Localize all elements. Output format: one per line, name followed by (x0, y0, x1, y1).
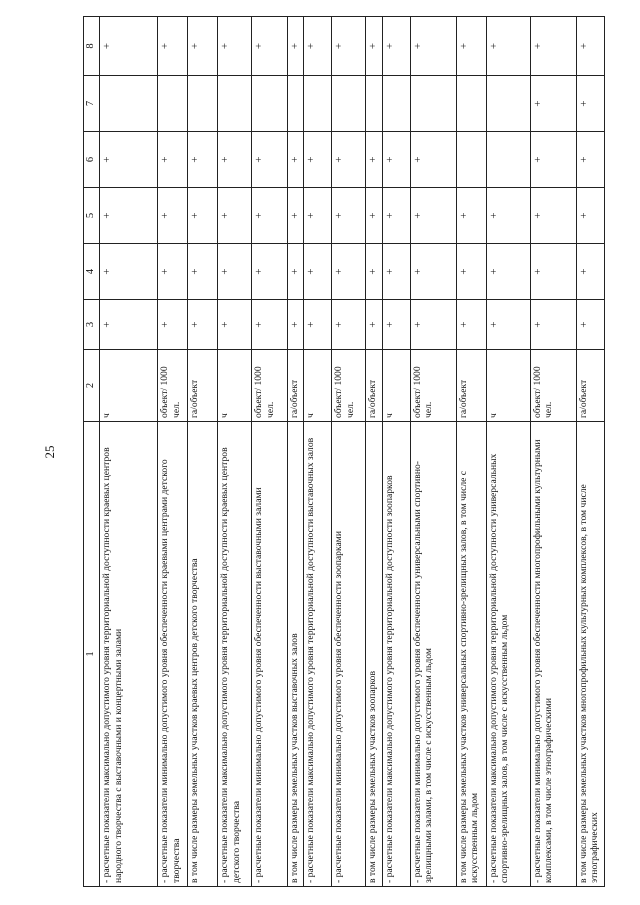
cell-mark: + (332, 17, 366, 76)
table-row (456, 17, 486, 887)
row-unit: ч (304, 350, 332, 422)
cell-mark: + (332, 300, 366, 350)
row-label: в том числе размеры земельных участков многопрофильных культурных комплексов, в том числе этнографических (576, 422, 604, 887)
cell-mark: + (576, 188, 604, 244)
indicators-table (83, 16, 605, 887)
row-label: - расчетные показатели минимально допустимого уровня обеспеченности универсальными спортивно-зрелищными залами, в том числе с искусственным льдом (410, 422, 456, 887)
cell-mark: + (217, 244, 251, 300)
cell-mark: + (157, 300, 187, 350)
cell-mark: + (456, 17, 486, 76)
cell-mark: + (576, 17, 604, 76)
cell-mark: + (456, 244, 486, 300)
cell-mark: + (99, 244, 157, 300)
cell-mark: + (217, 188, 251, 244)
cell-mark: + (530, 132, 576, 188)
cell-mark: + (251, 132, 287, 188)
cell-mark: + (366, 132, 382, 188)
cell-mark (157, 76, 187, 132)
cell-mark (99, 76, 157, 132)
cell-mark: + (576, 76, 604, 132)
cell-mark: + (251, 188, 287, 244)
cell-mark: + (530, 188, 576, 244)
row-label: - расчетные показатели максимально допустимого уровня территориальной доступности универсальных спортивно-зрелищных залов, в том числе с искусственным льдом (486, 422, 530, 887)
row-unit: объект/ 1000 чел. (410, 350, 456, 422)
row-unit: ч (486, 350, 530, 422)
table-row (576, 17, 604, 887)
cell-mark: + (382, 188, 410, 244)
table-row (157, 17, 187, 887)
cell-mark (187, 76, 217, 132)
cell-mark: + (332, 244, 366, 300)
cell-mark: + (251, 300, 287, 350)
cell-mark: + (217, 300, 251, 350)
cell-mark: + (287, 244, 303, 300)
row-label: - расчетные показатели максимально допустимого уровня территориальной доступности краевых центров народного творчества с выставочными и концертными залами (99, 422, 157, 887)
row-unit: ч (382, 350, 410, 422)
cell-mark: + (456, 300, 486, 350)
row-unit: га/объект (366, 350, 382, 422)
cell-mark (304, 76, 332, 132)
cell-mark (382, 76, 410, 132)
cell-mark: + (99, 188, 157, 244)
cell-mark: + (486, 244, 530, 300)
page-number: 25 (42, 445, 57, 459)
column-header: 3 (84, 300, 100, 350)
row-unit: объект/ 1000 чел. (251, 350, 287, 422)
table-row (366, 17, 382, 887)
cell-mark: + (530, 17, 576, 76)
column-header: 6 (84, 132, 100, 188)
row-label: в том числе размеры земельных участков универсальных спортивно-зрелищных залов, в том числе с искусственным льдом (456, 422, 486, 887)
column-header: 4 (84, 244, 100, 300)
cell-mark: + (187, 188, 217, 244)
table-row (287, 17, 303, 887)
table-row (99, 17, 157, 887)
column-header: 8 (84, 17, 100, 76)
cell-mark: + (187, 17, 217, 76)
cell-mark (251, 76, 287, 132)
cell-mark: + (382, 132, 410, 188)
table-row (530, 17, 576, 887)
cell-mark: + (576, 132, 604, 188)
cell-mark: + (287, 132, 303, 188)
cell-mark: + (530, 244, 576, 300)
row-unit: га/объект (287, 350, 303, 422)
table-row (304, 17, 332, 887)
cell-mark: + (187, 300, 217, 350)
cell-mark: + (410, 188, 456, 244)
table-row (332, 17, 366, 887)
row-label: в том числе размеры земельных участков зоопарков (366, 422, 382, 887)
cell-mark: + (576, 244, 604, 300)
row-unit: га/объект (456, 350, 486, 422)
row-label: - расчетные показатели минимально допустимого уровня обеспеченности многопрофильными культурными комплексами, в том числе этнографическими (530, 422, 576, 887)
row-label: - расчетные показатели максимально допустимого уровня территориальной доступности краевых центров детского творчества (217, 422, 251, 887)
table-row (251, 17, 287, 887)
cell-mark: + (187, 244, 217, 300)
rotated-table-container (83, 17, 601, 887)
row-label: в том числе размеры земельных участков краевых центров детского творчества (187, 422, 217, 887)
table-row (382, 17, 410, 887)
cell-mark (366, 76, 382, 132)
cell-mark: + (304, 188, 332, 244)
cell-mark: + (530, 300, 576, 350)
row-label: - расчетные показатели минимально допустимого уровня обеспеченности краевыми центрами детского творчества (157, 422, 187, 887)
cell-mark: + (304, 300, 332, 350)
cell-mark (486, 132, 530, 188)
cell-mark: + (157, 244, 187, 300)
cell-mark: + (410, 244, 456, 300)
cell-mark: + (530, 76, 576, 132)
cell-mark (486, 76, 530, 132)
cell-mark: + (486, 17, 530, 76)
row-label: - расчетные показатели максимально допустимого уровня территориальной доступности зоопарков (382, 422, 410, 887)
cell-mark: + (304, 132, 332, 188)
row-unit: ч (217, 350, 251, 422)
cell-mark: + (287, 188, 303, 244)
cell-mark (217, 76, 251, 132)
cell-mark (456, 76, 486, 132)
cell-mark: + (251, 244, 287, 300)
column-header: 1 (84, 422, 100, 887)
cell-mark (456, 132, 486, 188)
cell-mark: + (410, 300, 456, 350)
column-header: 2 (84, 350, 100, 422)
cell-mark: + (304, 244, 332, 300)
cell-mark: + (366, 188, 382, 244)
cell-mark: + (217, 17, 251, 76)
row-unit: объект/ 1000 чел. (157, 350, 187, 422)
cell-mark: + (366, 300, 382, 350)
column-header: 7 (84, 76, 100, 132)
table-row (486, 17, 530, 887)
cell-mark: + (187, 132, 217, 188)
cell-mark: + (382, 300, 410, 350)
row-label: в том числе размеры земельных участков выставочных залов (287, 422, 303, 887)
cell-mark: + (157, 17, 187, 76)
row-unit: га/объект (576, 350, 604, 422)
cell-mark: + (576, 300, 604, 350)
column-header: 5 (84, 188, 100, 244)
row-unit: ч (99, 350, 157, 422)
cell-mark (287, 76, 303, 132)
cell-mark: + (332, 188, 366, 244)
cell-mark: + (456, 188, 486, 244)
cell-mark: + (332, 132, 366, 188)
table-row (410, 17, 456, 887)
cell-mark: + (304, 17, 332, 76)
cell-mark: + (99, 17, 157, 76)
cell-mark: + (366, 244, 382, 300)
row-unit: га/объект (187, 350, 217, 422)
cell-mark: + (99, 132, 157, 188)
row-label: - расчетные показатели максимально допустимого уровня территориальной доступности выставочных залов (304, 422, 332, 887)
cell-mark: + (251, 17, 287, 76)
row-label: - расчетные показатели минимально допустимого уровня обеспеченности выставочными залами (251, 422, 287, 887)
row-unit: объект/ 1000 чел. (332, 350, 366, 422)
cell-mark (410, 76, 456, 132)
table-row (187, 17, 217, 887)
cell-mark: + (486, 300, 530, 350)
cell-mark (332, 76, 366, 132)
cell-mark: + (382, 244, 410, 300)
cell-mark: + (287, 300, 303, 350)
cell-mark: + (157, 132, 187, 188)
cell-mark: + (287, 17, 303, 76)
table-row (217, 17, 251, 887)
cell-mark: + (217, 132, 251, 188)
cell-mark: + (366, 17, 382, 76)
row-unit: объект/ 1000 чел. (530, 350, 576, 422)
row-label: - расчетные показатели минимально допустимого уровня обеспеченности зоопарками (332, 422, 366, 887)
cell-mark: + (486, 188, 530, 244)
header-row (84, 17, 100, 887)
cell-mark: + (410, 17, 456, 76)
cell-mark: + (99, 300, 157, 350)
cell-mark: + (382, 17, 410, 76)
cell-mark: + (157, 188, 187, 244)
cell-mark: + (410, 132, 456, 188)
